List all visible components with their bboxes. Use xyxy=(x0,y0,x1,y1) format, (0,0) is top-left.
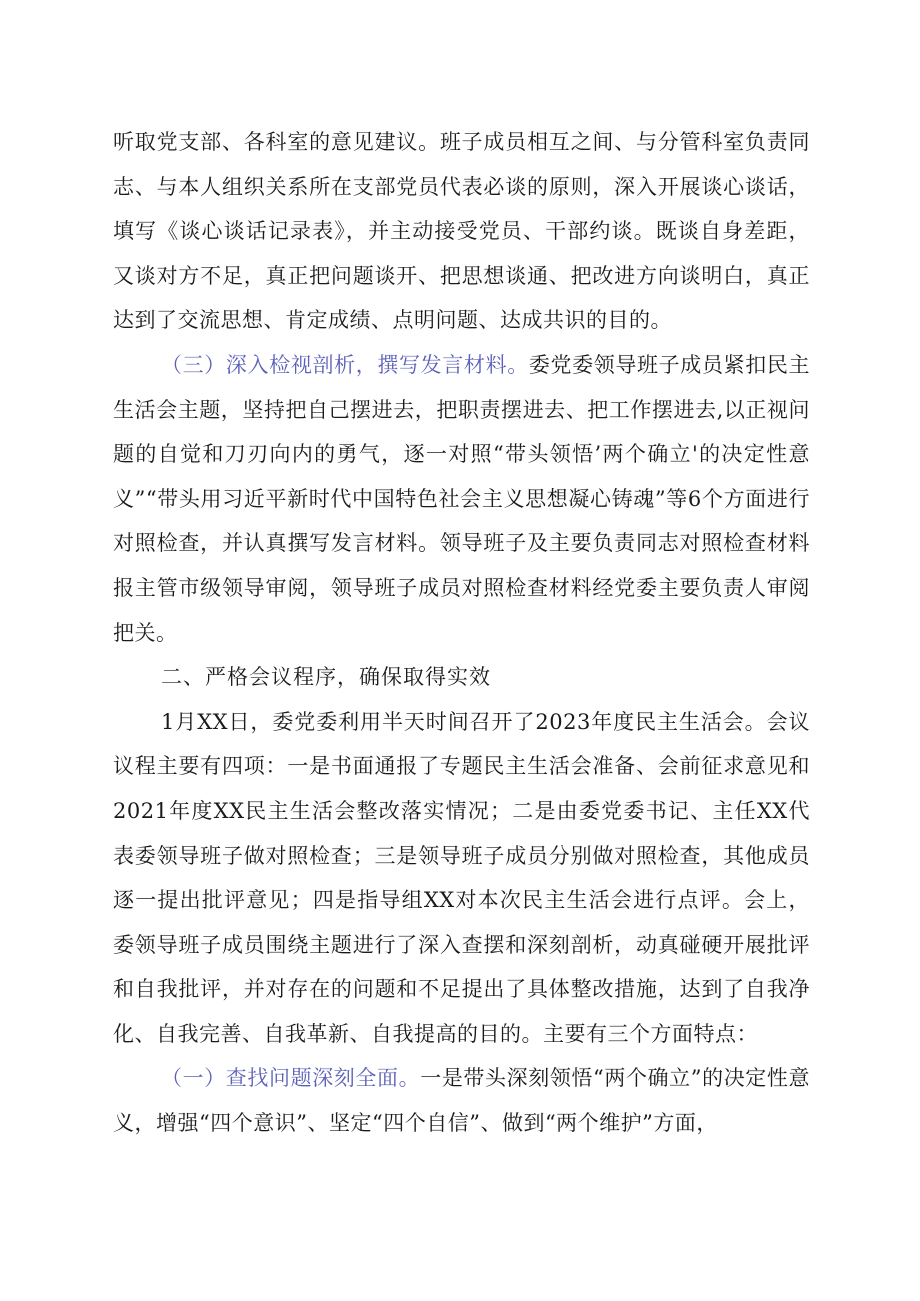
section-heading-text: 二、严格会议程序，确保取得实效 xyxy=(161,665,491,690)
paragraph-subsection-3 xyxy=(113,343,810,655)
document-page xyxy=(113,120,810,1146)
paragraph-text: 1月XX日，委党委利用半天时间召开了2023年度民主生活会。会议议程主要有四项：一是书面通报了专题民主生活会准备、会前征求意见和2021年度XX民主生活会整改落实情况；二是由委党委书记、主任XX代表委领导班子做对照检查；三是领导班子成员分别做对照检查，其他成员逐一提出批评意见；四是指导组XX对本次民主生活会进行点评。会上，委领导班子成员围绕主题进行了深入查摆和深刻剖析，动真碰硬开展批评和自我批评，并对存在的问题和不足提出了具体整改措施，达到了自我净化、自我完善、自我革新、自我提高的目的。主要有三个方面特点： xyxy=(113,709,810,1046)
paragraph-text: 委党委领导班子成员紧扣民主生活会主题，坚持把自己摆进去，把职责摆进去、把工作摆进去,以正视问题的自觉和刀刃向内的勇气，逐一对照“带头领悟’两个确立'的决定性意义”“带头用习近平新时代中国特色社会主义思想凝心铸魂”等6个方面进行对照检查，并认真撰写发言材料。领导班子及主要负责同志对照检查材料报主管市级领导审阅，领导班子成员对照检查材料经党委主要负责人审阅把关。 xyxy=(113,352,810,645)
subsection-heading: （一）查找问题深刻全面。 xyxy=(161,1066,421,1091)
paragraph-text: 听取党支部、各科室的意见建议。班子成员相互之间、与分管科室负责同志、与本人组织关系所在支部党员代表必谈的原则，深入开展谈心谈话，填写《谈心谈话记录表》，并主动接受党员、干部约谈。既谈自身差距，又谈对方不足，真正把问题谈开、把思想谈通、把改进方向谈明白，真正达到了交流思想、肯定成绩、点明问题、达成共识的目的。 xyxy=(113,130,810,333)
subsection-heading: （三）深入检视剖析，撰写发言材料。 xyxy=(161,352,529,377)
section-heading-2 xyxy=(113,655,810,700)
paragraph-subsection-1 xyxy=(113,1056,810,1145)
paragraph-body xyxy=(113,700,810,1057)
paragraph-text: 一是带头深刻领悟“两个确立”的决定性意义，增强“四个意识”、坚定“四个自信”、做到“两个维护”方面， xyxy=(113,1066,810,1136)
paragraph-continuation xyxy=(113,120,810,343)
